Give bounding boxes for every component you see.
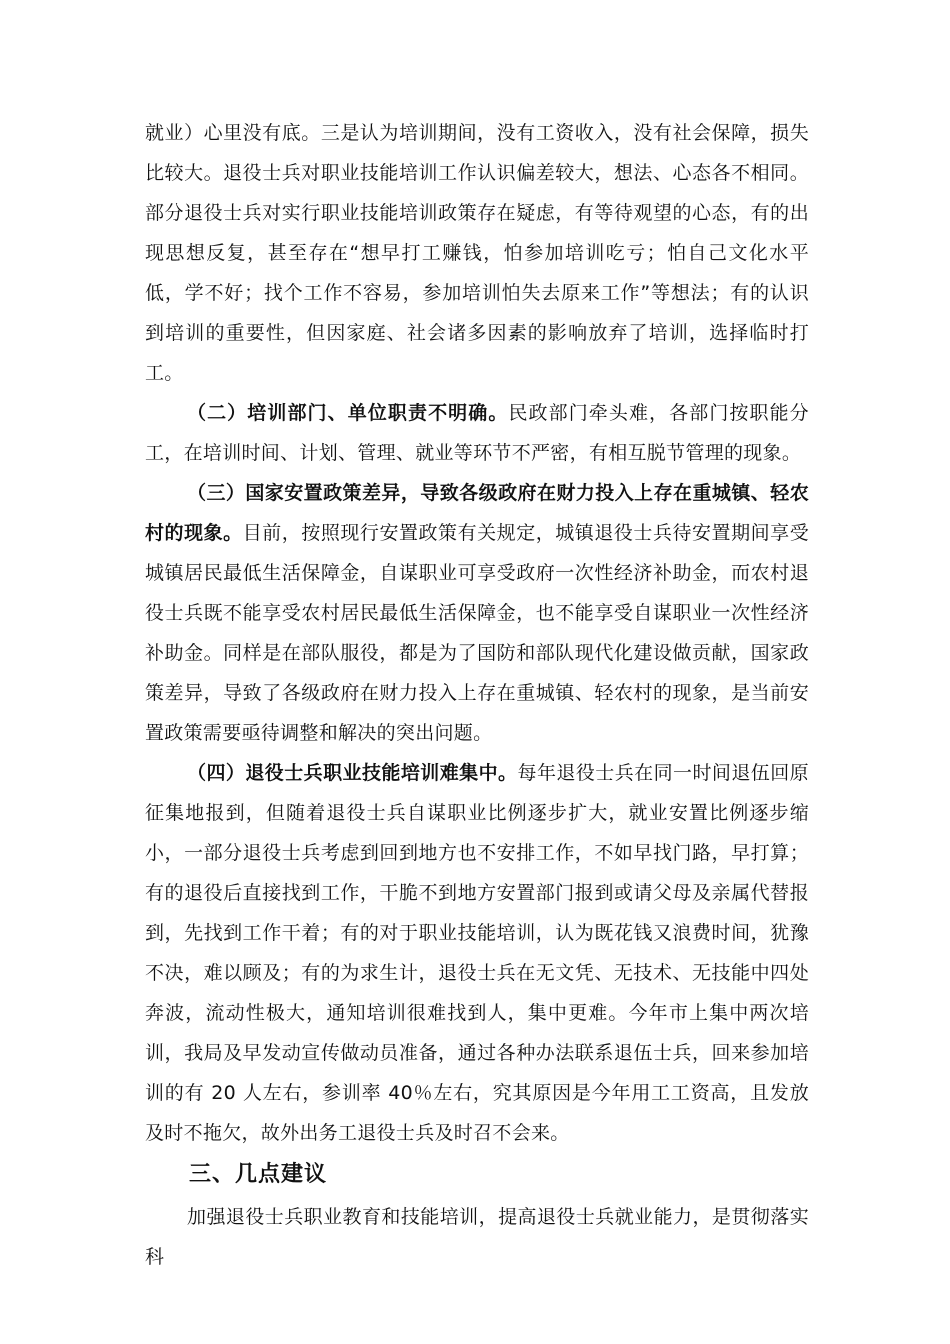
paragraph-section-4 bbox=[145, 753, 809, 1153]
paragraph-text: 目前，按照现行安置政策有关规定，城镇退役士兵待安置期间享受城镇居民最低生活保障金，自谋职业可享受政府一次性经济补助金，而农村退役士兵既不能享受农村居民最低生活保障金，也不能享受自谋职业一次性经济补助金。同样是在部队服役，都是为了国防和部队现代化建设做贡献，国家政策差异，导致了各级政府在财力投入上存在重城镇、轻农村的现象，是当前安置政策需要亟待调整和解决的突出问题。 bbox=[145, 522, 809, 744]
paragraph-text: 加强退役士兵职业教育和技能培训，提高退役士兵就业能力，是贯彻落实科 bbox=[145, 1206, 809, 1268]
subsection-title: （三）国家安置政策差异，导致各级政府在财力投入上存在重城镇、轻农村的现象。 bbox=[145, 482, 809, 544]
subsection-title: （四）退役士兵职业技能培训难集中。 bbox=[187, 762, 518, 784]
section-heading: 三、几点建议 bbox=[189, 1162, 328, 1187]
document-page bbox=[145, 113, 809, 1277]
paragraph-closing bbox=[145, 1197, 809, 1277]
paragraph-section-2 bbox=[145, 393, 809, 473]
paragraph-section-3 bbox=[145, 473, 809, 753]
paragraph-text: 民政部门牵头难，各部门按职能分工，在培训时间、计划、管理、就业等环节不严密，有相互脱节管理的现象。 bbox=[145, 402, 809, 464]
paragraph-continuation bbox=[145, 113, 809, 393]
subsection-title: （二）培训部门、单位职责不明确。 bbox=[187, 402, 509, 424]
paragraph-text: 每年退役士兵在同一时间退伍回原征集地报到，但随着退役士兵自谋职业比例逐步扩大，就业安置比例逐步缩小，一部分退役士兵考虑到回到地方也不安排工作，不如早找门路，早打算；有的退役后直接找到工作，干脆不到地方安置部门报到或请父母及亲属代替报到，先找到工作干着；有的对于职业技能培训，认为既花钱又浪费时间，犹豫不决，难以顾及；有的为求生计，退役士兵在无文凭、无技术、无技能中四处奔波，流动性极大，通知培训很难找到人，集中更难。今年市上集中两次培训，我局及早发动宣传做动员准备，通过各种办法联系退伍士兵，回来参加培训的有 20 人左右，参训率 40％左右，究其原因是今年用工工资高，且发放及时不拖欠，故外出务工退役士兵及时召不会来。 bbox=[145, 762, 809, 1144]
paragraph-text: 就业）心里没有底。三是认为培训期间，没有工资收入，没有社会保障，损失比较大。退役士兵对职业技能培训工作认识偏差较大，想法、心态各不相同。部分退役士兵对实行职业技能培训政策存在疑虑，有等待观望的心态，有的出现思想反复，甚至存在“想早打工赚钱，怕参加培训吃亏；怕自己文化水平低，学不好；找个工作不容易，参加培训怕失去原来工作”等想法；有的认识到培训的重要性，但因家庭、社会诸多因素的影响放弃了培训，选择临时打工。 bbox=[145, 122, 809, 384]
